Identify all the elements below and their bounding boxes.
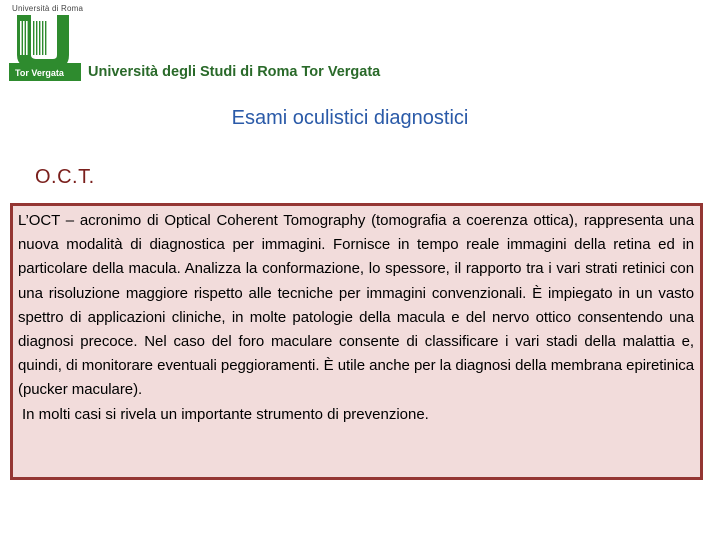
section-heading: O.C.T. bbox=[35, 166, 95, 188]
university-logo bbox=[9, 4, 84, 81]
university-logo-icon bbox=[9, 4, 84, 81]
logo-text: Tor Vergata bbox=[15, 68, 64, 78]
university-name: Università degli Studi di Roma Tor Vergata bbox=[88, 64, 381, 80]
closing-paragraph: In molti casi si rivela un importante strumento di prevenzione. bbox=[22, 405, 429, 423]
page-title: Esami oculistici diagnostici bbox=[231, 107, 469, 129]
logo-top-text: Università di Roma bbox=[12, 4, 84, 13]
content-box bbox=[10, 203, 703, 480]
body-paragraph: L’OCT – acronimo di Optical Coherent Tomography (tomografia a coerenza ottica), rappresenta una nuova modalità di diagnostica per immagini. Fornisce in tempo reale immagini della retina ed in particolare della macula. Analizza la conformazione, lo spessore, il rapporto tra i vari strati retinici con una risoluzione maggiore rispetto alle tecniche per immagini convenzionali. È impiegato in un vasto spettro di applicazioni cliniche, in molte patologie della macula e del nervo ottico consentendo una diagnosi precoce. Nel caso del foro maculare consente di classificare i vari stadi della malattia e, quindi, di monitorare eventuali peggioramenti. È utile anche per la diagnosi della membrana epiretinica (pucker maculare). bbox=[18, 212, 694, 399]
